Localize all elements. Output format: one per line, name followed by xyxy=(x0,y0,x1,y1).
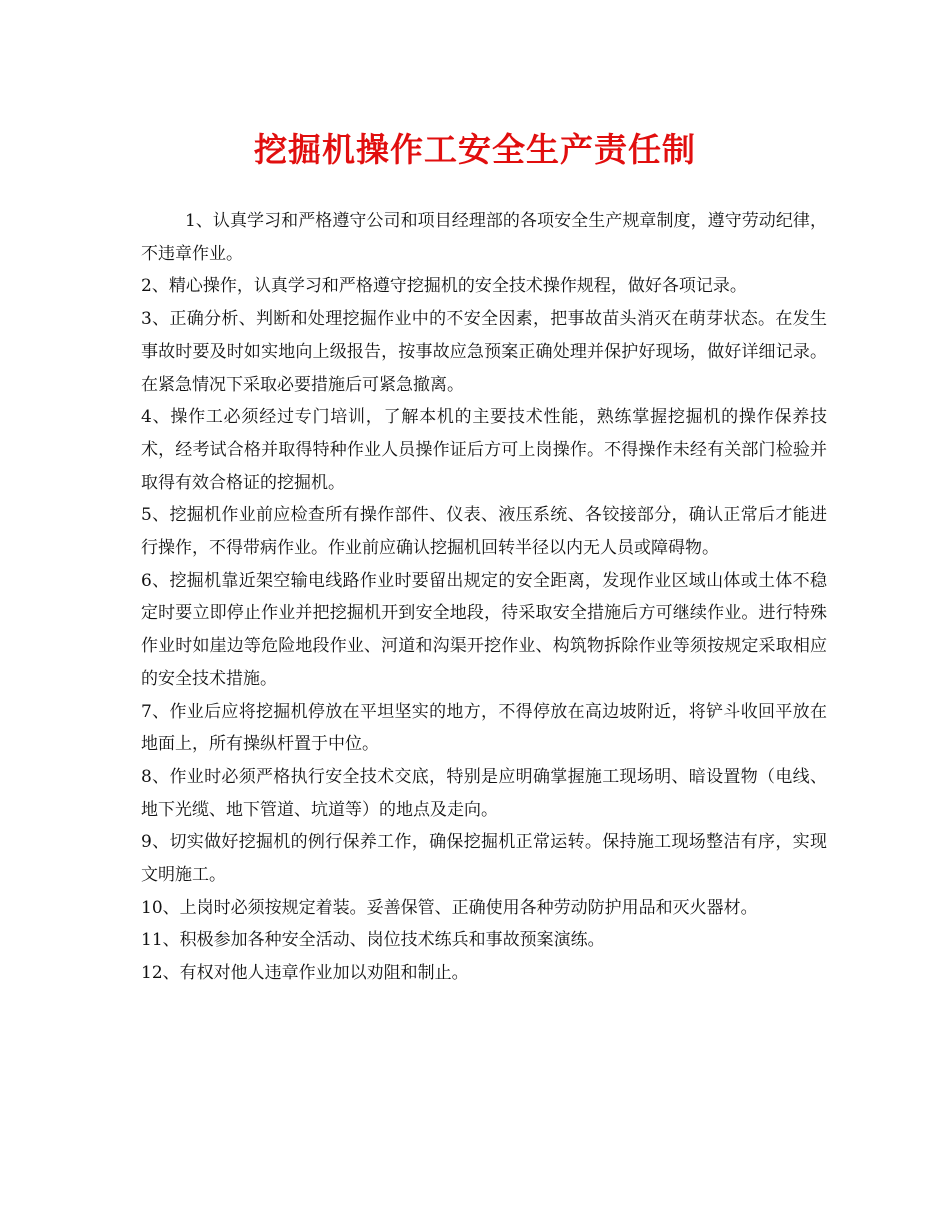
document-body xyxy=(141,205,827,990)
paragraph-2: 2、精心操作，认真学习和严格遵守挖掘机的安全技术操作规程，做好各项记录。 xyxy=(141,276,747,297)
paragraph-11: 11、积极参加各种安全活动、岗位技术练兵和事故预案演练。 xyxy=(141,930,605,951)
document-title: 挖掘机操作工安全生产责任制 xyxy=(254,130,696,169)
paragraph-3: 3、正确分析、判断和处理挖掘作业中的不安全因素，把事故苗头消灭在萌芽状态。在发生事故时要及时如实地向上级报告，按事故应急预案正确处理并保护好现场，做好详细记录。在紧急情况下采取必要措施后可紧急撤离。 xyxy=(141,309,827,395)
paragraph-10: 10、上岗时必须按规定着装。妥善保管、正确使用各种劳动防护用品和灭火器材。 xyxy=(141,897,758,918)
paragraph-1: 1、认真学习和严格遵守公司和项目经理部的各项安全生产规章制度，遵守劳动纪律，不违章作业。 xyxy=(141,211,827,264)
paragraph-6: 6、挖掘机靠近架空输电线路作业时要留出规定的安全距离，发现作业区域山体或土体不稳定时要立即停止作业并把挖掘机开到安全地段，待采取安全措施后方可继续作业。进行特殊作业时如崖边等危险地段作业、河道和沟渠开挖作业、构筑物拆除作业等须按规定采取相应的安全技术措施。 xyxy=(141,570,827,689)
paragraph-9: 9、切实做好挖掘机的例行保养工作，确保挖掘机正常运转。保持施工现场整洁有序，实现文明施工。 xyxy=(141,832,827,886)
paragraph-5: 5、挖掘机作业前应检查所有操作部件、仪表、液压系统、各铰接部分，确认正常后才能进行操作，不得带病作业。作业前应确认挖掘机回转半径以内无人员或障碍物。 xyxy=(141,505,827,559)
paragraph-7: 7、作业后应将挖掘机停放在平坦坚实的地方，不得停放在高边坡附近，将铲斗收回平放在地面上，所有操纵杆置于中位。 xyxy=(141,701,827,755)
paragraph-8: 8、作业时必须严格执行安全技术交底，特别是应明确掌握施工现场明、暗设置物（电线、地下光缆、地下管道、坑道等）的地点及走向。 xyxy=(141,766,827,820)
paragraph-12: 12、有权对他人违章作业加以劝阻和制止。 xyxy=(141,963,469,984)
paragraph-4: 4、操作工必须经过专门培训，了解本机的主要技术性能，熟练掌握挖掘机的操作保养技术，经考试合格并取得特种作业人员操作证后方可上岗操作。不得操作未经有关部门检验并取得有效合格证的挖掘机。 xyxy=(141,407,827,493)
